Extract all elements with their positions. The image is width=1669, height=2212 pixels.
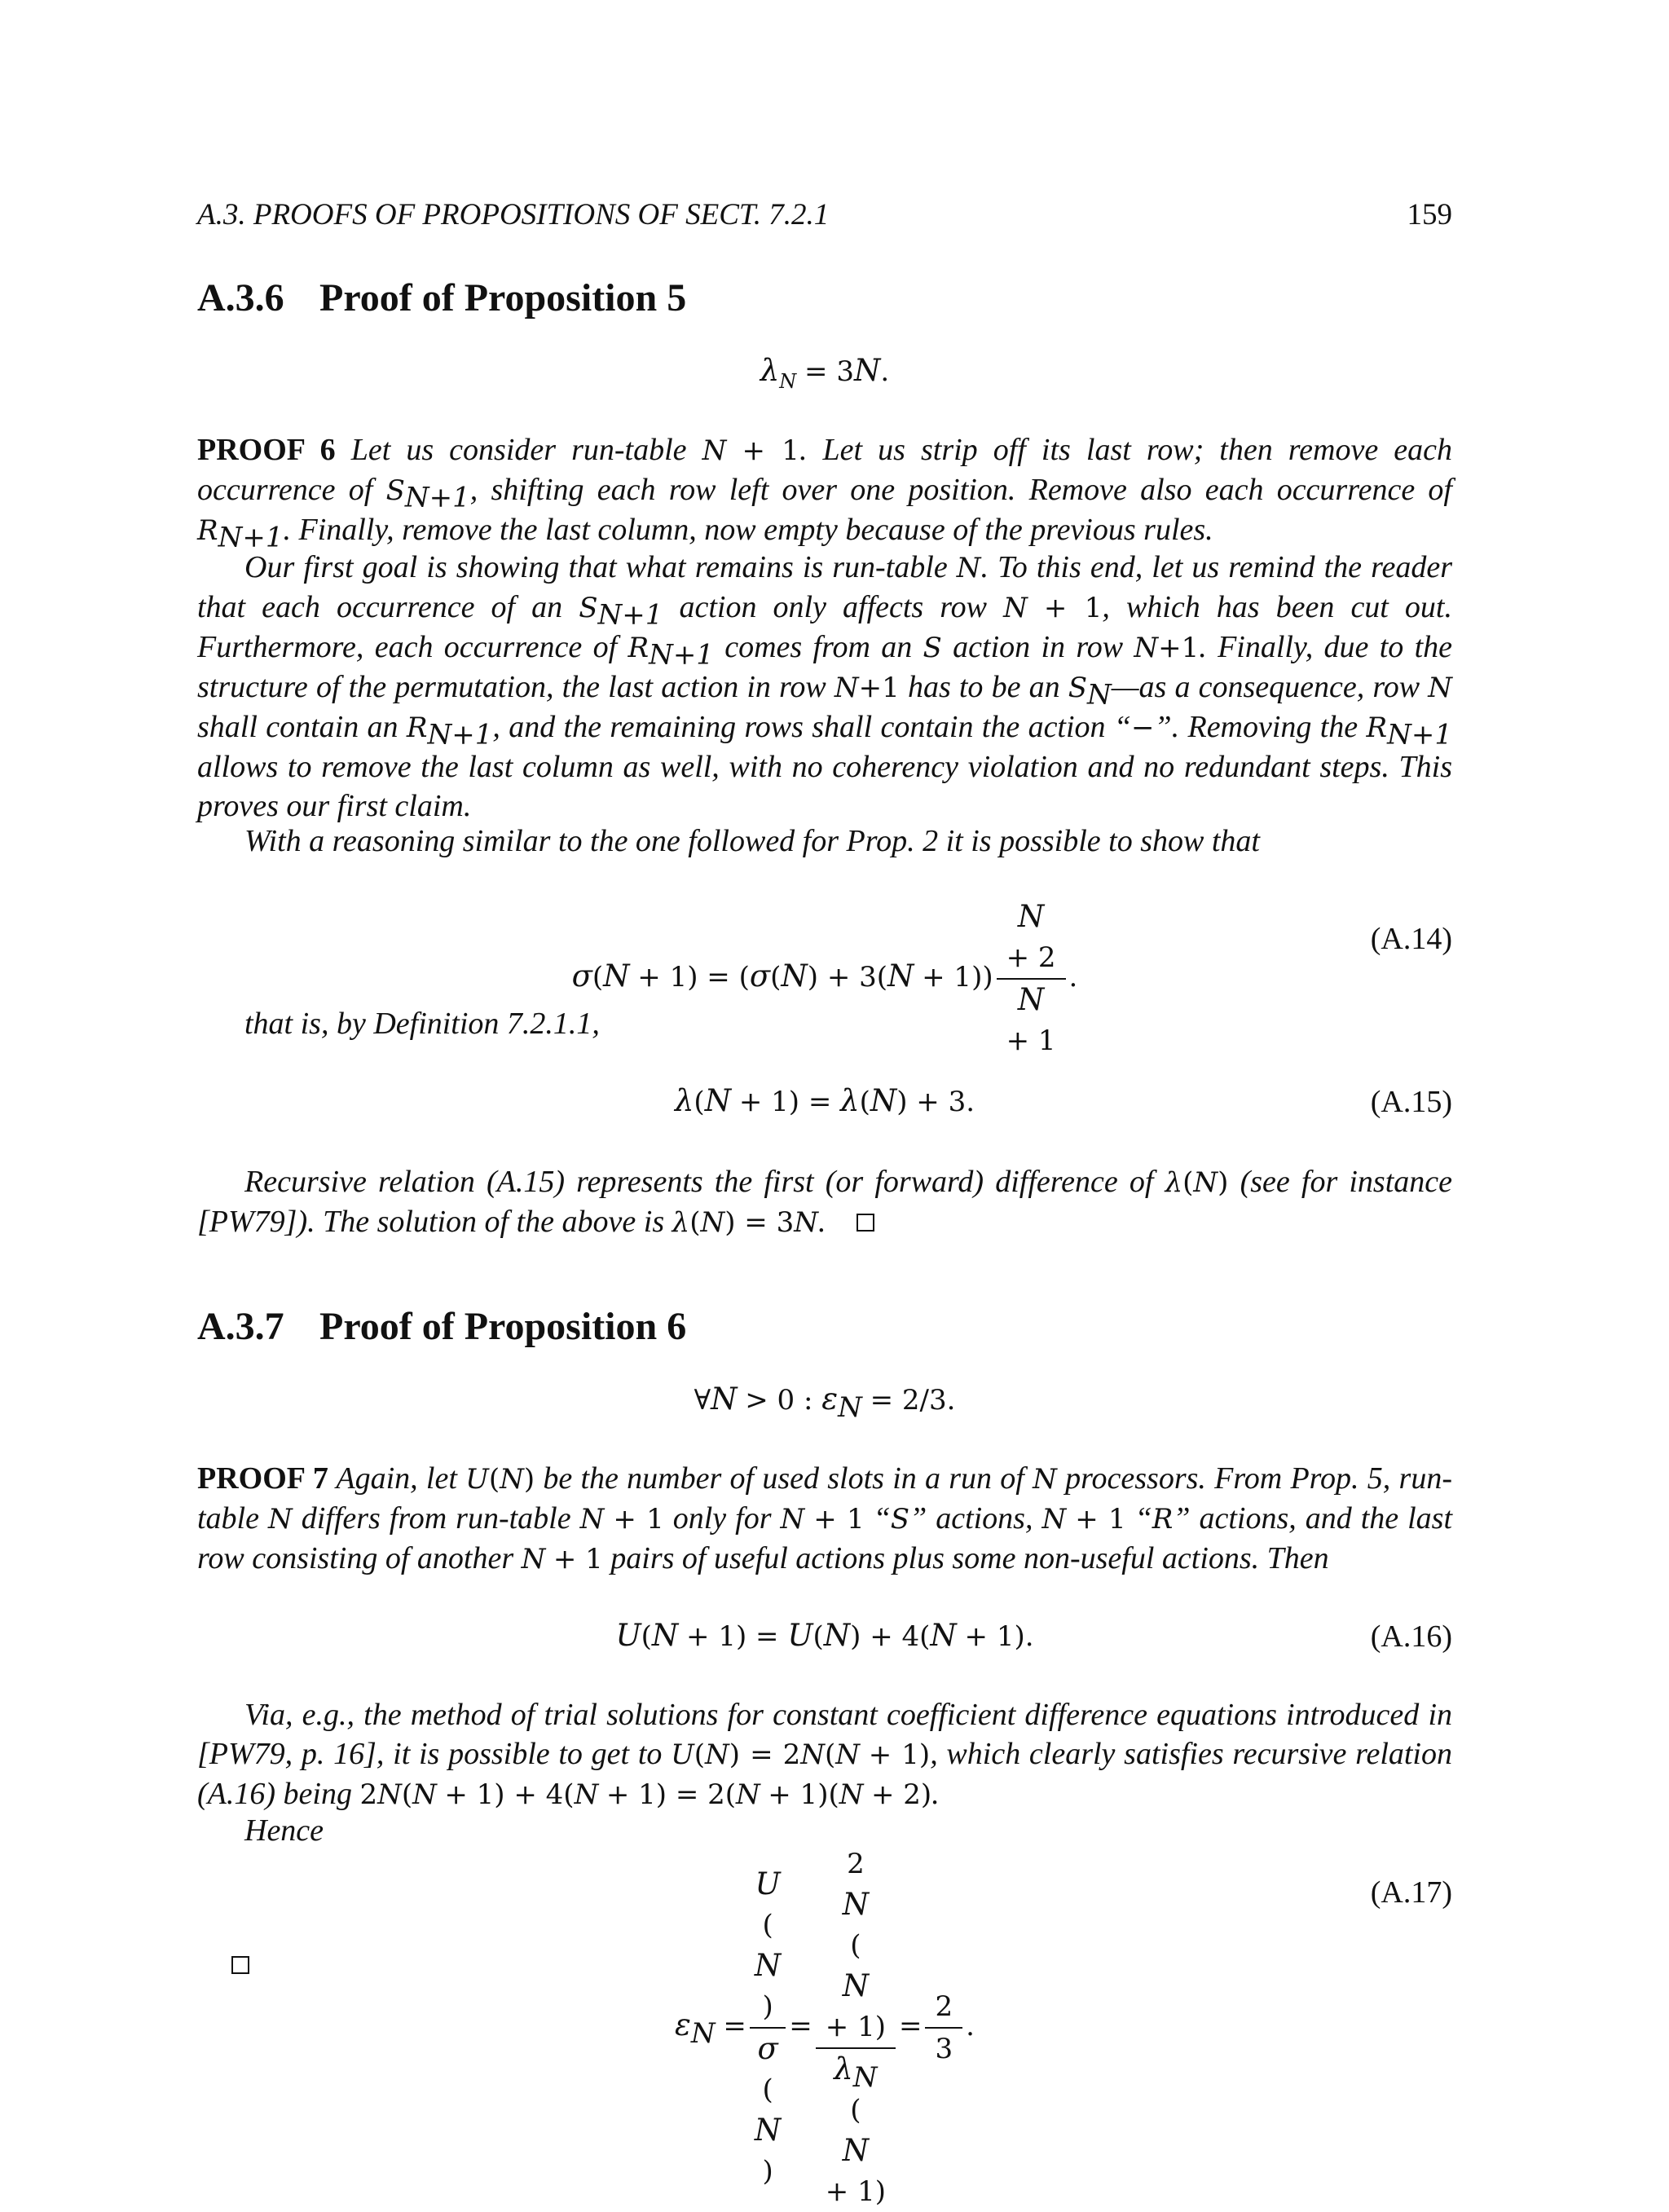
- proof-6-lead-a14: With a reasoning similar to the one followed for Prop. 2 it is possible to show that: [244, 824, 1260, 858]
- then-word: Then: [1266, 1541, 1329, 1575]
- section-number: A.3.6: [197, 276, 284, 319]
- equation-a17: $\varepsilon_N$ = U ( N ) σ ( N ) = 2 N ( N + 1) $\lambda_N$ ( N + 1) = $\frac{2}{3}$ .: [197, 1844, 1452, 2212]
- page-number: 159: [1407, 198, 1452, 231]
- section-heading-a37: [197, 1304, 686, 1349]
- proof-6-conclusion: Recursive relation (A.15) represents the first (or forward) difference of λ(N) (see for instance [PW79]). The solution of the above is λ(N) = 3N.: [197, 1165, 1453, 1239]
- proof-6-paragraph-2: Our first goal is showing that what remains is run-table N. To this end, let us remind the reader that each occurrence of an $S_{N+1}$ action only affects row N + 1, which has been cut out. Furthermore, each occurrence of $R_{N+1}$ comes from an S action in row N+1. Finally, due to the structure of the permutation, the last action in row N+1 has to be an $S_N—as$ a consequence, row N shall contain an $R_{N+1}$, and the remaining rows shall contain the action “−”. Removing the $R_{N+1}$ allows to remove the last column as well, with no coherency violation and no redundant steps. This proves our first claim.: [197, 550, 1453, 823]
- equation-a14: σ(N + 1) = (σ(N) + 3(N + 1)) N + 2 N + 1 .: [197, 897, 1452, 1061]
- section-title: Proof of Proposition 5: [319, 276, 687, 319]
- equation-number-a15: (A.15): [1370, 1085, 1452, 1119]
- equation-a16: U(N + 1) = U(N) + 4(N + 1).: [615, 1618, 1034, 1653]
- proof-6-paragraph-1: PROOF 6 Let us consider run-table N + 1. Let us strip off its last row; then remove each occurrence of $S_{N+1}$, shifting each row left over one position. Remove also each occurrence of $R_{N+1}$. Finally, remove the last column, now empty because of the previous rules.: [197, 433, 1453, 554]
- proof-7-paragraph-2: Via, e.g., the method of trial solutions for constant coefficient difference equations introduced in [PW79, p. 16], it is possible to get to U(N) = 2N(N + 1), which clearly satisfies recursive relation (A.16) being 2N(N + 1) + 4(N + 1) = 2(N + 1)(N + 2).: [197, 1698, 1452, 1811]
- section-title: Proof of Proposition 6: [319, 1305, 687, 1348]
- proof-7-paragraph-1: PROOF 7 Again, let U(N) be the number of used slots in a run of N processors. From Prop. 5, run-table N differs from run-table N + 1 only for N + 1 “S” actions, N + 1 “R” actions, and the last row consisting of another N + 1 pairs of useful actions plus some non-useful actions. Then: [197, 1461, 1453, 1575]
- section-number: A.3.7: [197, 1305, 284, 1348]
- equation-number-a17: (A.17): [1370, 1875, 1452, 1910]
- running-title: A.3. PROOFS OF PROPOSITIONS OF SECT. 7.2.1: [197, 198, 830, 231]
- proof-label: PROOF 6: [197, 433, 336, 467]
- qed-symbol: [231, 1956, 249, 1978]
- proof-6-lead-a15: that is, by Definition 7.2.1.1,: [244, 1007, 600, 1041]
- equation-number-a14: (A.14): [1370, 922, 1452, 956]
- page: [197, 0, 1453, 2208]
- proposition-5-statement: $\lambda_N = 3N$.: [760, 353, 890, 393]
- equation-a15: λ(N + 1) = λ(N) + 3.: [674, 1083, 975, 1118]
- running-header: [197, 197, 1452, 238]
- proof-label: PROOF 7: [197, 1461, 328, 1496]
- qed-symbol: [857, 1214, 874, 1232]
- section-heading-a36: [197, 275, 686, 320]
- proposition-6-statement: ∀N > 0 : $\varepsilon_N = 2/3$.: [694, 1381, 956, 1424]
- hence-word: Hence: [244, 1813, 324, 1848]
- equation-number-a16: (A.16): [1370, 1619, 1452, 1654]
